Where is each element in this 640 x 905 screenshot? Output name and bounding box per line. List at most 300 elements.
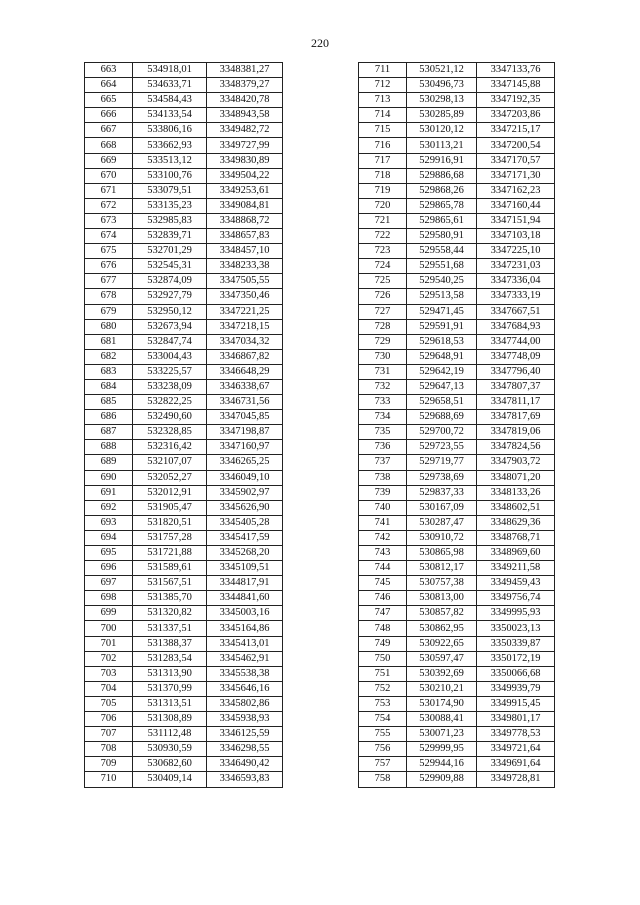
table-row	[359, 213, 555, 228]
table-row	[359, 93, 555, 108]
y-coordinate-cell: 3347748,09	[477, 349, 555, 364]
y-coordinate-cell: 3346049,10	[207, 470, 283, 485]
table-row	[85, 153, 283, 168]
point-number-cell: 667	[85, 123, 133, 138]
x-coordinate-cell: 530285,89	[407, 108, 477, 123]
point-number-cell: 736	[359, 440, 407, 455]
point-number-cell: 702	[85, 651, 133, 666]
page-number: 220	[311, 36, 329, 50]
x-coordinate-cell: 530287,47	[407, 515, 477, 530]
y-coordinate-cell: 3345938,93	[207, 712, 283, 727]
point-number-cell: 746	[359, 591, 407, 606]
table-row	[359, 606, 555, 621]
table-row	[359, 727, 555, 742]
y-coordinate-cell: 3345413,01	[207, 636, 283, 651]
point-number-cell: 674	[85, 229, 133, 244]
point-number-cell: 722	[359, 229, 407, 244]
point-number-cell: 685	[85, 395, 133, 410]
table-row	[85, 123, 283, 138]
x-coordinate-cell: 529540,25	[407, 274, 477, 289]
point-number-cell: 754	[359, 712, 407, 727]
x-coordinate-cell: 530813,00	[407, 591, 477, 606]
table-row	[359, 334, 555, 349]
table-row	[359, 440, 555, 455]
point-number-cell: 703	[85, 666, 133, 681]
point-number-cell: 749	[359, 636, 407, 651]
y-coordinate-cell: 3347170,57	[477, 153, 555, 168]
point-number-cell: 720	[359, 198, 407, 213]
table-row	[85, 515, 283, 530]
y-coordinate-cell: 3346867,82	[207, 349, 283, 364]
y-coordinate-cell: 3349995,93	[477, 606, 555, 621]
y-coordinate-cell: 3346593,83	[207, 772, 283, 787]
y-coordinate-cell: 3349915,45	[477, 696, 555, 711]
point-number-cell: 745	[359, 576, 407, 591]
point-number-cell: 704	[85, 681, 133, 696]
table-row	[85, 651, 283, 666]
point-number-cell: 673	[85, 213, 133, 228]
table-row	[359, 636, 555, 651]
point-number-cell: 744	[359, 561, 407, 576]
x-coordinate-cell: 533004,43	[133, 349, 207, 364]
point-number-cell: 743	[359, 546, 407, 561]
x-coordinate-cell: 530757,38	[407, 576, 477, 591]
x-coordinate-cell: 530120,12	[407, 123, 477, 138]
x-coordinate-cell: 530167,09	[407, 500, 477, 515]
point-number-cell: 747	[359, 606, 407, 621]
x-coordinate-cell: 533806,16	[133, 123, 207, 138]
y-coordinate-cell: 3347145,88	[477, 78, 555, 93]
table-row	[359, 696, 555, 711]
table-row	[359, 757, 555, 772]
table-row	[359, 470, 555, 485]
y-coordinate-cell: 3348868,72	[207, 213, 283, 228]
x-coordinate-cell: 530862,95	[407, 621, 477, 636]
x-coordinate-cell: 529551,68	[407, 259, 477, 274]
y-coordinate-cell: 3350023,13	[477, 621, 555, 636]
y-coordinate-cell: 3350172,19	[477, 651, 555, 666]
y-coordinate-cell: 3348233,38	[207, 259, 283, 274]
table-row	[359, 123, 555, 138]
table-row	[359, 410, 555, 425]
table-row	[359, 546, 555, 561]
point-number-cell: 688	[85, 440, 133, 455]
y-coordinate-cell: 3348602,51	[477, 500, 555, 515]
table-row	[359, 651, 555, 666]
table-row	[359, 772, 555, 787]
y-coordinate-cell: 3348629,36	[477, 515, 555, 530]
x-coordinate-cell: 533662,93	[133, 138, 207, 153]
point-number-cell: 708	[85, 742, 133, 757]
x-coordinate-cell: 529647,13	[407, 379, 477, 394]
table-body	[359, 63, 555, 788]
x-coordinate-cell: 530857,82	[407, 606, 477, 621]
table-row	[359, 198, 555, 213]
x-coordinate-cell: 531313,51	[133, 696, 207, 711]
y-coordinate-cell: 3345164,86	[207, 621, 283, 636]
table-row	[85, 304, 283, 319]
point-number-cell: 731	[359, 364, 407, 379]
y-coordinate-cell: 3347684,93	[477, 319, 555, 334]
table-row	[359, 425, 555, 440]
x-coordinate-cell: 529642,19	[407, 364, 477, 379]
x-coordinate-cell: 531112,48	[133, 727, 207, 742]
point-number-cell: 719	[359, 183, 407, 198]
point-number-cell: 723	[359, 244, 407, 259]
table-row	[85, 742, 283, 757]
y-coordinate-cell: 3347200,54	[477, 138, 555, 153]
y-coordinate-cell: 3344817,91	[207, 576, 283, 591]
y-coordinate-cell: 3348071,20	[477, 470, 555, 485]
table-row	[359, 561, 555, 576]
x-coordinate-cell: 533238,09	[133, 379, 207, 394]
table-row	[85, 561, 283, 576]
x-coordinate-cell: 532545,31	[133, 259, 207, 274]
point-number-cell: 709	[85, 757, 133, 772]
point-number-cell: 717	[359, 153, 407, 168]
point-number-cell: 706	[85, 712, 133, 727]
y-coordinate-cell: 3348657,83	[207, 229, 283, 244]
y-coordinate-cell: 3347218,15	[207, 319, 283, 334]
table-row	[85, 78, 283, 93]
table-row	[359, 500, 555, 515]
point-number-cell: 710	[85, 772, 133, 787]
x-coordinate-cell: 533225,57	[133, 364, 207, 379]
point-number-cell: 730	[359, 349, 407, 364]
x-coordinate-cell: 529558,44	[407, 244, 477, 259]
x-coordinate-cell: 531385,70	[133, 591, 207, 606]
x-coordinate-cell: 529944,16	[407, 757, 477, 772]
point-number-cell: 686	[85, 410, 133, 425]
y-coordinate-cell: 3347807,37	[477, 379, 555, 394]
x-coordinate-cell: 529916,91	[407, 153, 477, 168]
y-coordinate-cell: 3349801,17	[477, 712, 555, 727]
y-coordinate-cell: 3350339,87	[477, 636, 555, 651]
x-coordinate-cell: 529865,61	[407, 213, 477, 228]
x-coordinate-cell: 532052,27	[133, 470, 207, 485]
x-coordinate-cell: 532950,12	[133, 304, 207, 319]
table-row	[359, 485, 555, 500]
y-coordinate-cell: 3348420,78	[207, 93, 283, 108]
y-coordinate-cell: 3347162,23	[477, 183, 555, 198]
x-coordinate-cell: 533513,12	[133, 153, 207, 168]
y-coordinate-cell: 3347824,56	[477, 440, 555, 455]
y-coordinate-cell: 3347819,06	[477, 425, 555, 440]
table-row	[85, 319, 283, 334]
x-coordinate-cell: 529719,77	[407, 455, 477, 470]
point-number-cell: 681	[85, 334, 133, 349]
y-coordinate-cell: 3349691,64	[477, 757, 555, 772]
point-number-cell: 697	[85, 576, 133, 591]
table-row	[85, 440, 283, 455]
x-coordinate-cell: 532874,09	[133, 274, 207, 289]
x-coordinate-cell: 532839,71	[133, 229, 207, 244]
x-coordinate-cell: 534584,43	[133, 93, 207, 108]
table-row	[359, 108, 555, 123]
y-coordinate-cell: 3347796,40	[477, 364, 555, 379]
x-coordinate-cell: 532927,79	[133, 289, 207, 304]
point-number-cell: 701	[85, 636, 133, 651]
point-number-cell: 739	[359, 485, 407, 500]
y-coordinate-cell: 3346125,59	[207, 727, 283, 742]
point-number-cell: 700	[85, 621, 133, 636]
table-row	[359, 63, 555, 78]
table-row	[85, 757, 283, 772]
x-coordinate-cell: 529580,91	[407, 229, 477, 244]
point-number-cell: 734	[359, 410, 407, 425]
y-coordinate-cell: 3349939,79	[477, 681, 555, 696]
x-coordinate-cell: 529868,26	[407, 183, 477, 198]
table-row	[359, 183, 555, 198]
point-number-cell: 715	[359, 123, 407, 138]
table-row	[85, 485, 283, 500]
table-row	[85, 213, 283, 228]
x-coordinate-cell: 530812,17	[407, 561, 477, 576]
point-number-cell: 707	[85, 727, 133, 742]
point-number-cell: 751	[359, 666, 407, 681]
x-coordinate-cell: 529471,45	[407, 304, 477, 319]
point-number-cell: 694	[85, 530, 133, 545]
table-row	[85, 63, 283, 78]
table-row	[85, 772, 283, 787]
coordinates-table-left	[84, 62, 283, 788]
y-coordinate-cell: 3346265,25	[207, 455, 283, 470]
x-coordinate-cell: 530174,90	[407, 696, 477, 711]
table-row	[359, 712, 555, 727]
y-coordinate-cell: 3347133,76	[477, 63, 555, 78]
x-coordinate-cell: 531721,88	[133, 546, 207, 561]
x-coordinate-cell: 531320,82	[133, 606, 207, 621]
x-coordinate-cell: 529837,33	[407, 485, 477, 500]
point-number-cell: 727	[359, 304, 407, 319]
x-coordinate-cell: 530521,12	[407, 63, 477, 78]
x-coordinate-cell: 530409,14	[133, 772, 207, 787]
y-coordinate-cell: 3347045,85	[207, 410, 283, 425]
point-number-cell: 713	[359, 93, 407, 108]
point-number-cell: 726	[359, 289, 407, 304]
x-coordinate-cell: 530088,41	[407, 712, 477, 727]
table-row	[85, 696, 283, 711]
point-number-cell: 741	[359, 515, 407, 530]
coordinates-table-right	[358, 62, 555, 788]
table-row	[85, 591, 283, 606]
table-row	[85, 410, 283, 425]
table-row	[85, 349, 283, 364]
table-row	[359, 364, 555, 379]
point-number-cell: 679	[85, 304, 133, 319]
point-number-cell: 676	[85, 259, 133, 274]
point-number-cell: 757	[359, 757, 407, 772]
y-coordinate-cell: 3350066,68	[477, 666, 555, 681]
table-row	[85, 334, 283, 349]
table-row	[359, 304, 555, 319]
point-number-cell: 678	[85, 289, 133, 304]
x-coordinate-cell: 533100,76	[133, 168, 207, 183]
table-row	[85, 93, 283, 108]
x-coordinate-cell: 531370,99	[133, 681, 207, 696]
table-row	[359, 515, 555, 530]
point-number-cell: 666	[85, 108, 133, 123]
table-row	[359, 530, 555, 545]
y-coordinate-cell: 3348457,10	[207, 244, 283, 259]
table-row	[359, 274, 555, 289]
table-row	[85, 470, 283, 485]
x-coordinate-cell: 531283,54	[133, 651, 207, 666]
x-coordinate-cell: 534133,54	[133, 108, 207, 123]
x-coordinate-cell: 530392,69	[407, 666, 477, 681]
y-coordinate-cell: 3349756,74	[477, 591, 555, 606]
x-coordinate-cell: 531589,61	[133, 561, 207, 576]
x-coordinate-cell: 532822,25	[133, 395, 207, 410]
table-row	[359, 395, 555, 410]
x-coordinate-cell: 529999,95	[407, 742, 477, 757]
x-coordinate-cell: 534918,01	[133, 63, 207, 78]
point-number-cell: 758	[359, 772, 407, 787]
x-coordinate-cell: 532673,94	[133, 319, 207, 334]
y-coordinate-cell: 3347034,32	[207, 334, 283, 349]
x-coordinate-cell: 531757,28	[133, 530, 207, 545]
table-row	[85, 636, 283, 651]
table-row	[359, 153, 555, 168]
table-row	[85, 198, 283, 213]
table-row	[85, 108, 283, 123]
x-coordinate-cell: 530922,65	[407, 636, 477, 651]
x-coordinate-cell: 530597,47	[407, 651, 477, 666]
x-coordinate-cell: 531567,51	[133, 576, 207, 591]
point-number-cell: 684	[85, 379, 133, 394]
y-coordinate-cell: 3346490,42	[207, 757, 283, 772]
table-row	[359, 168, 555, 183]
table-row	[85, 289, 283, 304]
point-number-cell: 738	[359, 470, 407, 485]
y-coordinate-cell: 3346338,67	[207, 379, 283, 394]
y-coordinate-cell: 3347160,97	[207, 440, 283, 455]
point-number-cell: 677	[85, 274, 133, 289]
table-row	[85, 712, 283, 727]
y-coordinate-cell: 3348133,26	[477, 485, 555, 500]
y-coordinate-cell: 3349211,58	[477, 561, 555, 576]
y-coordinate-cell: 3347903,72	[477, 455, 555, 470]
x-coordinate-cell: 533135,23	[133, 198, 207, 213]
x-coordinate-cell: 531820,51	[133, 515, 207, 530]
point-number-cell: 669	[85, 153, 133, 168]
point-number-cell: 682	[85, 349, 133, 364]
table-row	[85, 530, 283, 545]
point-number-cell: 689	[85, 455, 133, 470]
y-coordinate-cell: 3345417,59	[207, 530, 283, 545]
x-coordinate-cell: 531905,47	[133, 500, 207, 515]
y-coordinate-cell: 3347171,30	[477, 168, 555, 183]
y-coordinate-cell: 3349721,64	[477, 742, 555, 757]
x-coordinate-cell: 529648,91	[407, 349, 477, 364]
y-coordinate-cell: 3348379,27	[207, 78, 283, 93]
x-coordinate-cell: 532985,83	[133, 213, 207, 228]
point-number-cell: 740	[359, 500, 407, 515]
point-number-cell: 752	[359, 681, 407, 696]
y-coordinate-cell: 3345626,90	[207, 500, 283, 515]
y-coordinate-cell: 3349084,81	[207, 198, 283, 213]
point-number-cell: 748	[359, 621, 407, 636]
table-row	[85, 425, 283, 440]
table-row	[359, 259, 555, 274]
x-coordinate-cell: 530496,73	[407, 78, 477, 93]
x-coordinate-cell: 530210,21	[407, 681, 477, 696]
point-number-cell: 705	[85, 696, 133, 711]
y-coordinate-cell: 3345538,38	[207, 666, 283, 681]
table-row	[85, 168, 283, 183]
point-number-cell: 696	[85, 561, 133, 576]
point-number-cell: 755	[359, 727, 407, 742]
point-number-cell: 698	[85, 591, 133, 606]
x-coordinate-cell: 532316,42	[133, 440, 207, 455]
y-coordinate-cell: 3347160,44	[477, 198, 555, 213]
x-coordinate-cell: 531388,37	[133, 636, 207, 651]
y-coordinate-cell: 3344841,60	[207, 591, 283, 606]
x-coordinate-cell: 529688,69	[407, 410, 477, 425]
table-row	[359, 289, 555, 304]
y-coordinate-cell: 3349253,61	[207, 183, 283, 198]
point-number-cell: 742	[359, 530, 407, 545]
x-coordinate-cell: 529886,68	[407, 168, 477, 183]
table-row	[85, 576, 283, 591]
x-coordinate-cell: 530930,59	[133, 742, 207, 757]
point-number-cell: 733	[359, 395, 407, 410]
y-coordinate-cell: 3347350,46	[207, 289, 283, 304]
table-row	[359, 621, 555, 636]
y-coordinate-cell: 3346731,56	[207, 395, 283, 410]
y-coordinate-cell: 3345902,97	[207, 485, 283, 500]
point-number-cell: 687	[85, 425, 133, 440]
table-row	[85, 500, 283, 515]
table-row	[85, 666, 283, 681]
x-coordinate-cell: 530071,23	[407, 727, 477, 742]
y-coordinate-cell: 3349459,43	[477, 576, 555, 591]
point-number-cell: 756	[359, 742, 407, 757]
x-coordinate-cell: 532012,91	[133, 485, 207, 500]
y-coordinate-cell: 3347151,94	[477, 213, 555, 228]
y-coordinate-cell: 3349504,22	[207, 168, 283, 183]
table-row	[85, 244, 283, 259]
y-coordinate-cell: 3345405,28	[207, 515, 283, 530]
x-coordinate-cell: 529909,88	[407, 772, 477, 787]
x-coordinate-cell: 529513,58	[407, 289, 477, 304]
y-coordinate-cell: 3347333,19	[477, 289, 555, 304]
point-number-cell: 712	[359, 78, 407, 93]
x-coordinate-cell: 533079,51	[133, 183, 207, 198]
y-coordinate-cell: 3345646,16	[207, 681, 283, 696]
table-row	[359, 576, 555, 591]
table-row	[359, 591, 555, 606]
point-number-cell: 675	[85, 244, 133, 259]
table-row	[359, 78, 555, 93]
y-coordinate-cell: 3347667,51	[477, 304, 555, 319]
y-coordinate-cell: 3347203,86	[477, 108, 555, 123]
y-coordinate-cell: 3347744,00	[477, 334, 555, 349]
y-coordinate-cell: 3346298,55	[207, 742, 283, 757]
x-coordinate-cell: 531313,90	[133, 666, 207, 681]
x-coordinate-cell: 532328,85	[133, 425, 207, 440]
point-number-cell: 690	[85, 470, 133, 485]
y-coordinate-cell: 3345109,51	[207, 561, 283, 576]
point-number-cell: 670	[85, 168, 133, 183]
y-coordinate-cell: 3349727,99	[207, 138, 283, 153]
y-coordinate-cell: 3347225,10	[477, 244, 555, 259]
point-number-cell: 735	[359, 425, 407, 440]
x-coordinate-cell: 530910,72	[407, 530, 477, 545]
x-coordinate-cell: 531308,89	[133, 712, 207, 727]
y-coordinate-cell: 3348381,27	[207, 63, 283, 78]
table-row	[359, 138, 555, 153]
